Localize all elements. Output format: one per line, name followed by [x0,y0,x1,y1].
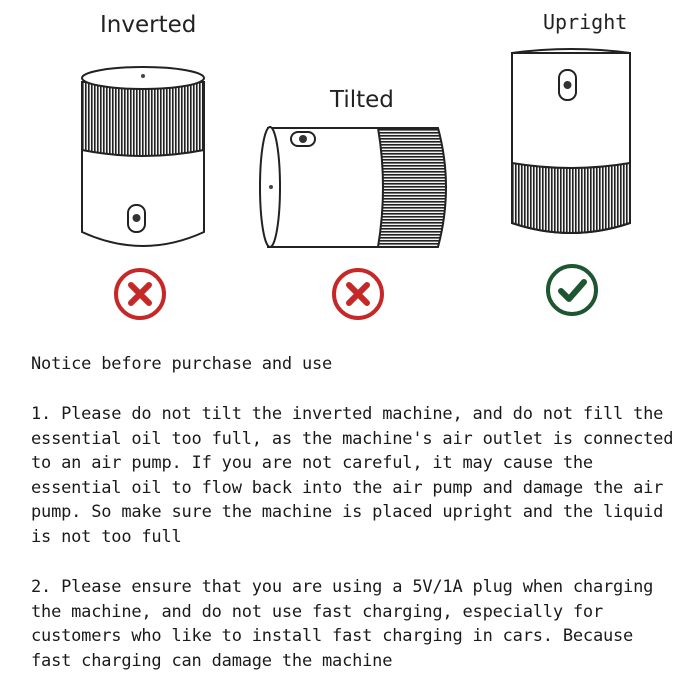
inverted-diffuser-illustration [76,62,210,256]
notice-paragraph-1: 1. Please do not tilt the inverted machine, and do not fill the essential oil too full, as the machine's air outlet is connected to an air pump. If you are not careful, it may cause the essential oil to flow back into the air pump and damage the air pump. So make sure the machine is placed upright and the liquid is not too full [31,404,674,547]
tilted-diffuser-illustration [258,120,458,255]
x-mark-icon [112,266,168,322]
notice-paragraph-2: 2. Please ensure that you are using a 5V/1A plug when charging the machine, and do not use fast charging, especially for customers who like to install fast charging in cars. Because fast charging can damage the machine [31,577,654,671]
tilted-label: Tilted [330,87,394,113]
x-mark-icon [330,266,386,322]
notice-title: Notice before purchase and use [31,354,333,374]
inverted-label: Inverted [100,12,197,38]
check-mark-icon [544,262,600,318]
upright-diffuser-illustration [506,45,636,241]
upright-label: Upright [543,10,628,34]
